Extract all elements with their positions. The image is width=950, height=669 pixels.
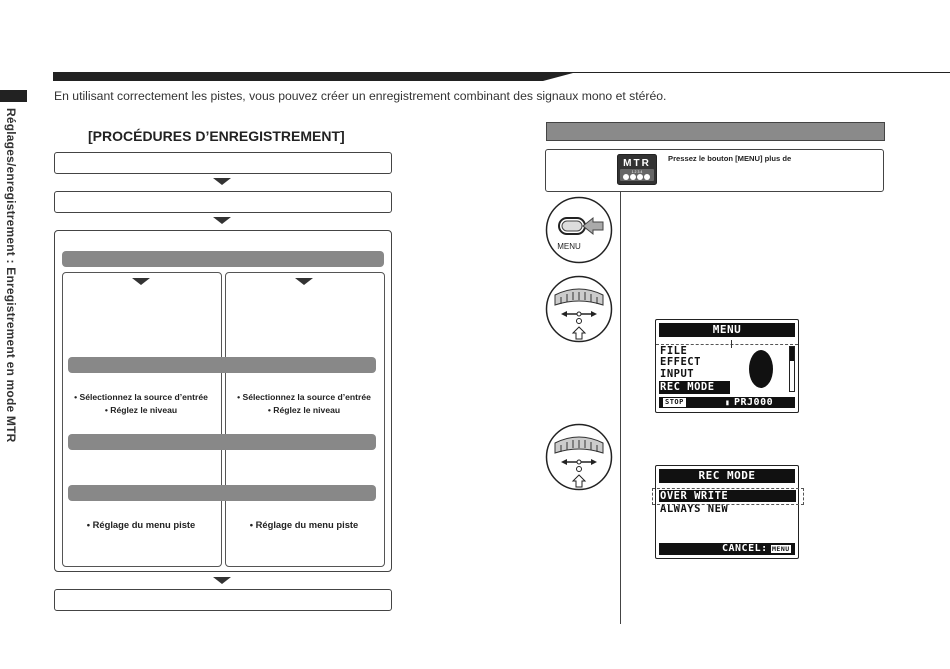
- section-header-bar: [53, 72, 950, 81]
- right-input-bullet-2: • Réglez le niveau: [267, 405, 341, 415]
- right-track-bullet: • Réglage du menu piste: [249, 519, 359, 530]
- menu-button-label: MENU: [557, 242, 581, 251]
- left-track-bullet: • Réglage du menu piste: [86, 519, 196, 530]
- input-settings-bar: [68, 357, 376, 373]
- down-arrow-icon: [213, 178, 231, 185]
- mtr-badge-icon: [617, 154, 657, 185]
- lcd-menu-item-selected: REC MODE: [659, 381, 730, 394]
- menu-button-icon: [545, 196, 613, 264]
- lcd-cancel-label: CANCEL:: [722, 543, 768, 554]
- lcd-menu-item: FILE: [660, 346, 688, 355]
- down-arrow-icon: [295, 278, 313, 285]
- procedure-step-1: [54, 152, 392, 174]
- left-input-bullet-2: • Réglez le niveau: [104, 405, 178, 415]
- lcd-scrollbar: [789, 346, 795, 392]
- mtr-note-text: Pressez le bouton [MENU] plus de: [668, 154, 792, 163]
- lcd-rec-mode-title: REC MODE: [659, 469, 795, 483]
- step-divider-line: [620, 192, 621, 624]
- lcd-rec-mode-screen: [655, 465, 799, 559]
- track-settings-bar: [68, 485, 376, 501]
- lcd-menu-title: MENU: [659, 323, 795, 337]
- step-3-header-bar: [62, 251, 384, 267]
- procedures-title: [PROCÉDURES D’ENREGISTREMENT]: [88, 128, 345, 144]
- lcd-selection-highlight: [652, 488, 804, 505]
- right-input-bullet-1: • Sélectionnez la source d’entrée: [237, 392, 371, 402]
- down-arrow-icon: [213, 217, 231, 224]
- down-arrow-icon: [132, 278, 150, 285]
- lcd-file-icon: ▮: [725, 398, 731, 407]
- lcd-menu-item: INPUT: [660, 368, 695, 380]
- side-label: Réglages/enregistrement : Enregistrement en mode MTR: [4, 108, 18, 443]
- side-label-container: [4, 108, 22, 488]
- left-input-bullet-1: • Sélectionnez la source d’entrée: [74, 392, 208, 402]
- mtr-badge-label: MTR: [623, 158, 651, 169]
- dial-icon: [545, 423, 613, 491]
- dial-icon: [545, 275, 613, 343]
- level-settings-bar: [68, 434, 376, 450]
- lcd-menu-screen: [655, 319, 799, 413]
- lcd-menu-key-label: MENU: [772, 545, 790, 553]
- mtr-badge-sub: 1 2 3 4: [631, 170, 643, 174]
- right-section-header: [546, 122, 885, 141]
- lcd-menu-footer: [659, 397, 795, 408]
- lcd-ellipse-icon: [749, 350, 773, 388]
- lcd-stop-label: STOP: [665, 398, 684, 406]
- side-tab-marker: [0, 90, 27, 102]
- lcd-project-label: PRJ000: [734, 397, 774, 408]
- procedure-step-4: [54, 589, 392, 611]
- lcd-rec-mode-footer: [659, 543, 795, 555]
- procedure-step-2: [54, 191, 392, 213]
- down-arrow-icon: [213, 577, 231, 584]
- lcd-rec-mode-item-selected: OVER WRITE: [659, 490, 796, 502]
- lcd-rec-mode-item: ALWAYS NEW: [660, 503, 729, 515]
- intro-text: En utilisant correctement les pistes, vous pouvez créer un enregistrement combinant des signaux mono et stéréo.: [54, 89, 667, 103]
- lcd-pointer-line: [731, 340, 732, 348]
- lcd-menu-item: EFFECT: [660, 356, 701, 368]
